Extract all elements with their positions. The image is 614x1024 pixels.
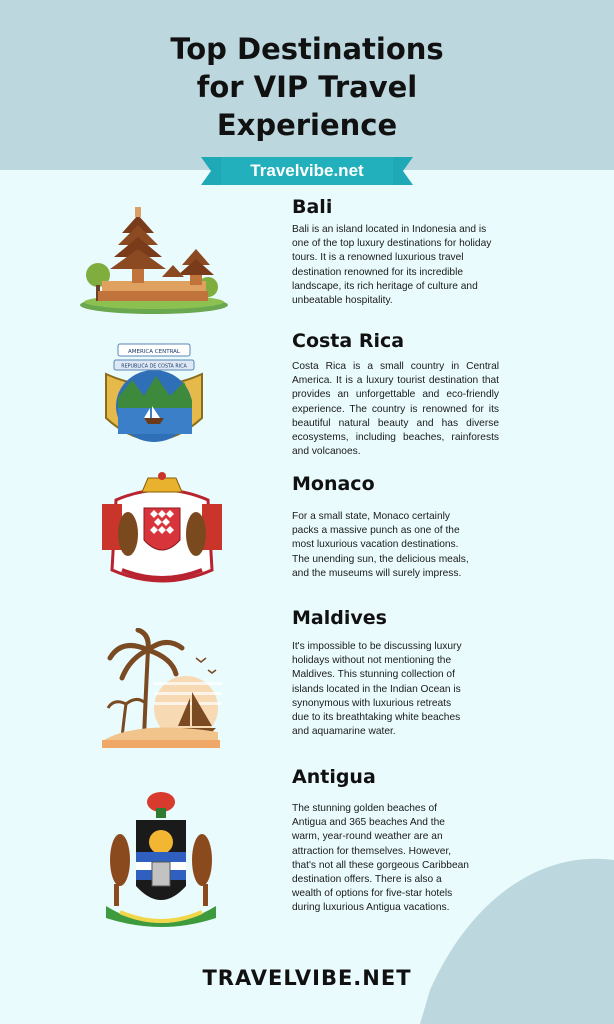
destination-name-monaco: Monaco: [292, 473, 375, 495]
title-line-2: for VIP Travel: [196, 70, 418, 104]
destination-description-maldives: It's impossible to be discussing luxury holidays without not mentioning the Maldives. This stunning collection of islands located in the Indian Ocean is synonymous with luxurious retreats due to its breathtaking white beaches and aquamarine water.: [292, 641, 462, 738]
destination-description-monaco: For a small state, Monaco certainly packs a massive punch as one of the most luxurious vacation destinations. The unending sun, the delicious meals, and the museums will surely impress.: [292, 511, 469, 579]
footer-brand[interactable]: TRAVELVIBE.NET: [202, 966, 412, 990]
destination-description-antigua: The stunning golden beaches of Antigua and 365 beaches And the warm, year-round weather are an attraction for themselves. However, that's not all these gorgeous Caribbean destination offers. There is also a wealth of options for five-star hotels during luxurious Antigua vacations.: [292, 803, 469, 914]
costa-rica-banner-top: AMERICA CENTRAL: [128, 349, 180, 355]
costa-rica-coat-of-arms-icon: [100, 336, 208, 454]
destination-description-bali: Bali is an island located in Indonesia and is one of the top luxury destinations for holiday tours. It is a renowned luxurious travel destination renowned for its incredible landscape, its rich heritage of culture and unbeatable hospitality.: [292, 224, 492, 307]
destination-name-maldives: Maldives: [292, 607, 387, 629]
bali-temple-icon: [78, 205, 230, 320]
title-line-3: Experience: [216, 108, 398, 142]
ribbon-label[interactable]: Travelvibe.net: [250, 161, 364, 180]
antigua-coat-of-arms-icon: [100, 790, 222, 935]
destination-name-costa-rica: Costa Rica: [292, 330, 405, 352]
destination-description-costa-rica: Costa Rica is a small country in Central America. It is a luxury tourist destination that provides an unforgettable and eco-friendly experience. The country is renowned for its beautiful natural beauty and has diverse ecosystems, including beaches, rainforests and volcanoes.: [292, 361, 499, 458]
destination-name-antigua: Antigua: [292, 766, 376, 788]
destination-name-bali: Bali: [292, 196, 333, 218]
costa-rica-banner-ring: REPUBLICA DE COSTA RICA: [121, 364, 187, 370]
palm-beach-sailboat-icon: [100, 628, 222, 753]
title-line-1: Top Destinations: [170, 32, 444, 66]
page-title: [0, 30, 614, 144]
site-ribbon: [201, 157, 413, 185]
monaco-coat-of-arms-icon: [98, 470, 226, 592]
